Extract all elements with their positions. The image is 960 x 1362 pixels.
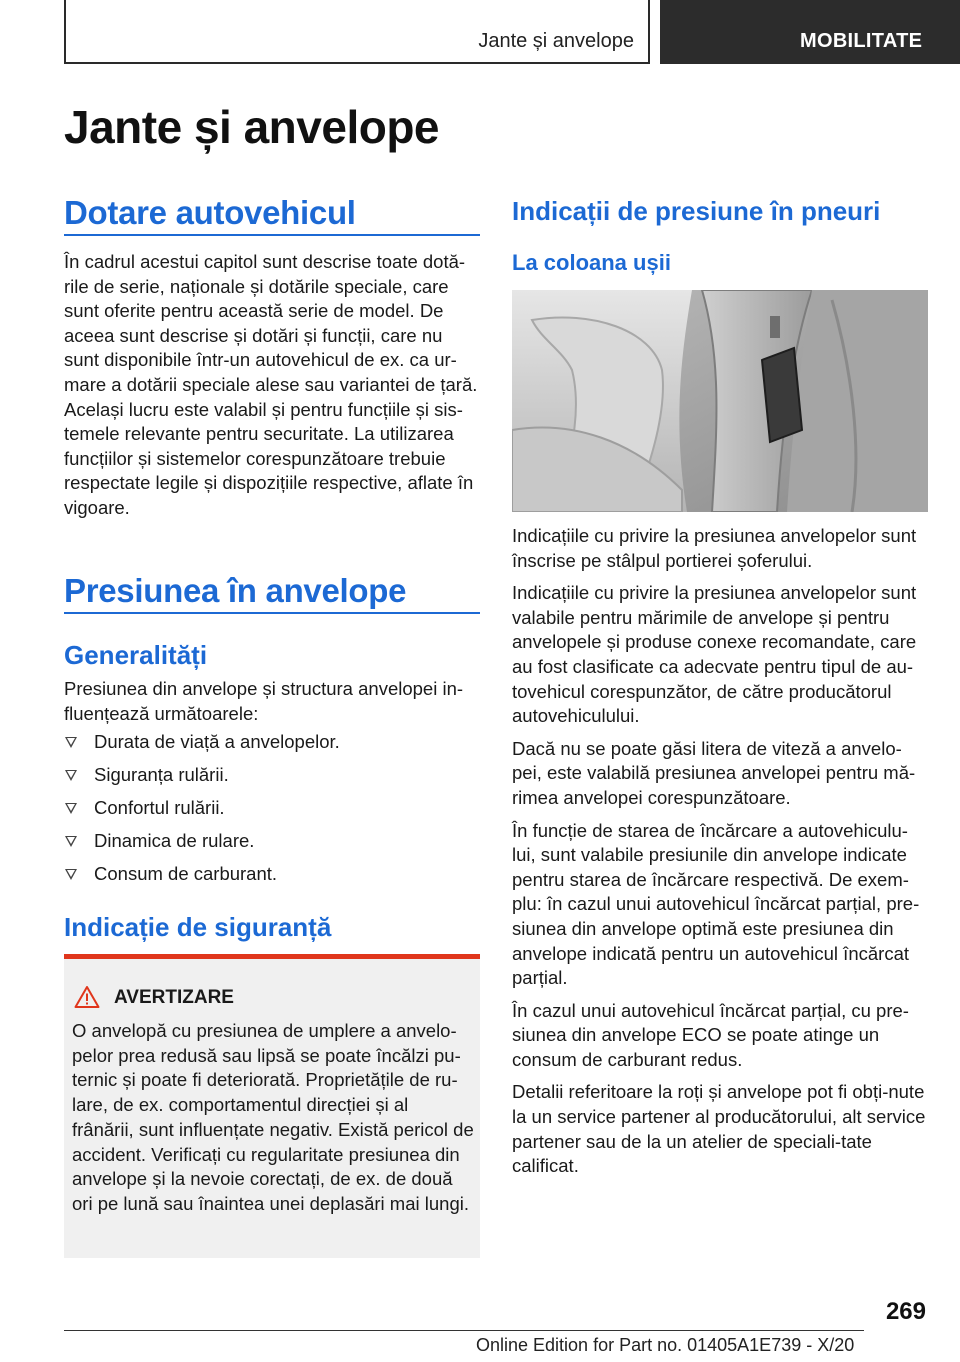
paragraph: Indicațiile cu privire la presiunea anvelopelor sunt valabile pentru mărimile de anvelope și pentru anvelopele și produse conexe recomandate, care au fost clasificate ca adecvate pentru tipul de au-tovehicul corespunzător, de către producătorul autovehiculului. — [512, 582, 917, 727]
list-item: Consum de carburant. — [64, 862, 480, 895]
heading-presiunea-in-anvelope: Presiunea în anvelope — [64, 572, 407, 609]
section-tab — [64, 0, 650, 64]
door-pillar-photo — [512, 290, 928, 512]
section-tab-label: Jante și anvelope — [478, 30, 634, 52]
triangle-down-icon — [65, 770, 77, 781]
paragraph: În cazul unui autovehicul încărcat parțial, cu pre-siunea din anvelope ECO se poate atinge un consum de carburant redus. — [512, 999, 909, 1070]
chapter-tab — [660, 0, 960, 64]
right-column-text — [512, 524, 930, 1187]
edition-text: Online Edition for Part no. 01405A1E739 - X/20 — [476, 1335, 855, 1355]
warning-text: O anvelopă cu presiunea de umplere a anvelo-pelor prea redusă sau lipsă se poate încălzi pu-ternic și poate fi deteriorată. Proprietățile de ru-lare, de ex. comportamentul direcției și al frânării, sunt influențate negativ. Există pericol de accident. Verificați cu regularitate presiunea din anvelope și la nevoie corectați, de ex. de două ori pe lună sau înaintea unei deplasări mai lungi. — [72, 1020, 474, 1214]
triangle-down-icon — [65, 869, 77, 880]
chapter-tab-label: MOBILITATE — [800, 30, 923, 52]
dotare-text: În cadrul acestui capitol sunt descrise toate dotă-rile de serie, naționale și dotările speciale, care sunt oferite pentru această serie de model. De aceea sunt descrise și dotări și funcții, care nu sunt disponibile într-un autovehicul de ex. ca ur-mare a dotării speciale alese sau variantei de țară. Același lucru este valabil și pentru funcțiile și sis-temele relevante pentru securitate. La utilizarea funcțiilor și sistemelor corespunzătoare trebuie respectate legile și dispozițiile respective, aflate în vigoare. — [64, 251, 478, 518]
paragraph: Indicațiile cu privire la presiunea anvelopelor sunt înscrise pe stâlpul portierei șoferului. — [512, 525, 917, 571]
heading-indicatii-presiune: Indicații de presiune în pneuri — [512, 196, 881, 226]
heading-dotare-autovehicul: Dotare autovehicul — [64, 194, 356, 231]
page-number: 269 — [885, 1298, 926, 1325]
paragraph: Detalii referitoare la roți și anvelope pot fi obți-nute la un service partener al producătorului, alt service partener sau de la un atelier de speciali-tate calificat. — [512, 1081, 926, 1177]
generalitati-text: Presiunea din anvelope și structura anvelopei in-fluențează următoarele: — [64, 678, 464, 724]
triangle-down-icon — [65, 737, 77, 748]
list-item: Durata de viață a anvelopelor. — [64, 730, 480, 763]
triangle-down-icon — [65, 836, 77, 847]
dotare-paragraph — [64, 250, 482, 529]
heading-la-coloana-usii: La coloana ușii — [512, 250, 671, 275]
triangle-down-icon — [65, 803, 77, 814]
heading-rule — [64, 612, 480, 614]
paragraph: Dacă nu se poate găsi litera de viteză a anvelo-pei, este valabilă presiunea anvelopei pentru mă-rimea anvelopei corespunzătoare. — [512, 737, 916, 808]
heading-indicatie-de-siguranta: Indicație de siguranță — [64, 912, 332, 942]
warning-box — [64, 954, 480, 1258]
factor-list — [64, 730, 480, 895]
generalitati-paragraph — [64, 677, 482, 734]
warning-label: AVERTIZARE — [114, 987, 234, 1008]
page-title: Jante și anvelope — [64, 101, 439, 153]
list-item: Siguranța rulării. — [64, 763, 480, 796]
warning-triangle-icon — [74, 985, 100, 1014]
list-item: Dinamica de rulare. — [64, 829, 480, 862]
footer-rule — [64, 1330, 864, 1331]
heading-rule — [64, 234, 480, 236]
list-item: Confortul rulării. — [64, 796, 480, 829]
heading-generalitati: Generalități — [64, 640, 208, 670]
paragraph: În funcție de starea de încărcare a autovehiculu-lui, sunt valabile presiunile din anvelope indicate pentru starea de încărcare respectivă. De exem-plu: în cazul unui autovehicul încărcat parțial, pre-siunea din anvelope optimă este presiunea din anvelope indicată pentru un autovehicul încărcat parțial. — [512, 819, 920, 989]
